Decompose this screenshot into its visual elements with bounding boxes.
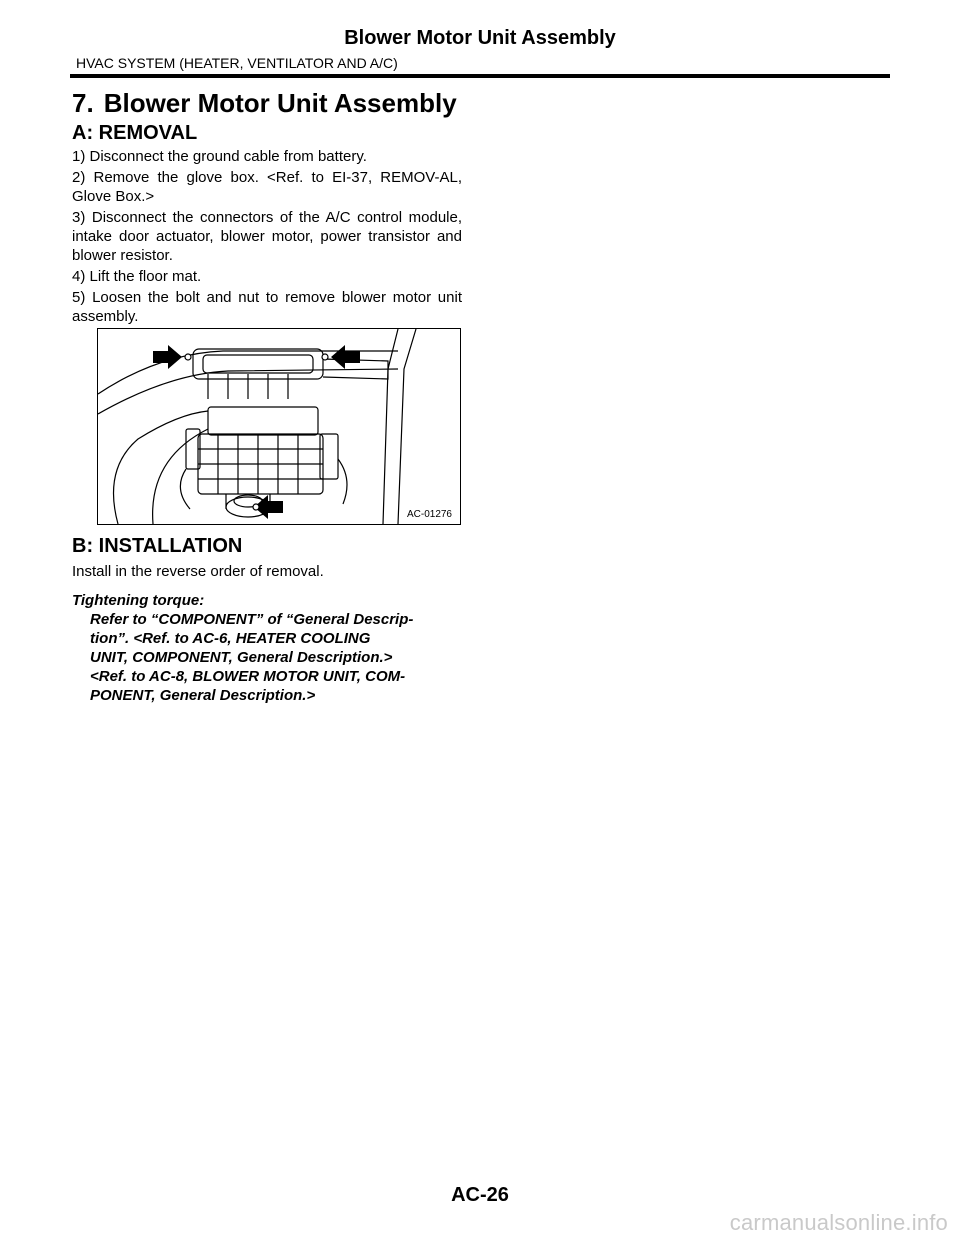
torque-line: PONENT, General Description.> — [90, 687, 316, 704]
removal-steps — [72, 147, 462, 328]
blower-motor-figure — [97, 328, 461, 525]
page-header-subtitle: HVAC SYSTEM (HEATER, VENTILATOR AND A/C) — [76, 55, 398, 71]
installation-heading: B: INSTALLATION — [72, 535, 243, 557]
tightening-torque-reference — [90, 610, 470, 705]
torque-line: Refer to “COMPONENT” of “General Descrip- — [90, 611, 414, 628]
blower-motor-illustration — [98, 329, 460, 524]
section-number: 7. — [72, 88, 94, 118]
removal-step-1: 1) Disconnect the ground cable from battery. — [72, 148, 367, 165]
removal-step-3: 3) Disconnect the connectors of the A/C control module, intake door actuator, blower motor, power transistor and blower resistor. — [72, 209, 462, 264]
section-title-text: Blower Motor Unit Assembly — [103, 88, 457, 118]
header-divider — [70, 74, 890, 78]
watermark: carmanualsonline.info — [729, 1210, 948, 1235]
removal-step-4: 4) Lift the floor mat. — [72, 268, 202, 285]
arrow-left-icon — [253, 495, 283, 519]
torque-line: tion”. <Ref. to AC-6, HEATER COOLING — [90, 630, 371, 647]
arrow-right-icon — [153, 345, 191, 369]
page-header-title: Blower Motor Unit Assembly — [344, 27, 616, 49]
arrow-left-icon — [322, 345, 360, 369]
torque-line: <Ref. to AC-8, BLOWER MOTOR UNIT, COM- — [90, 668, 406, 685]
section-title — [72, 87, 457, 119]
page-number: AC-26 — [451, 1184, 509, 1206]
removal-step-5: 5) Loosen the bolt and nut to remove blower motor unit assembly. — [72, 289, 462, 325]
installation-text: Install in the reverse order of removal. — [72, 563, 324, 580]
removal-heading: A: REMOVAL — [72, 122, 198, 144]
torque-line: UNIT, COMPONENT, General Description.> — [90, 649, 393, 666]
removal-step-2: 2) Remove the glove box. <Ref. to EI-37, REMOV-AL, Glove Box.> — [72, 169, 462, 205]
figure-label: AC-01276 — [406, 509, 452, 520]
tightening-torque-label: Tightening torque: — [72, 592, 205, 609]
